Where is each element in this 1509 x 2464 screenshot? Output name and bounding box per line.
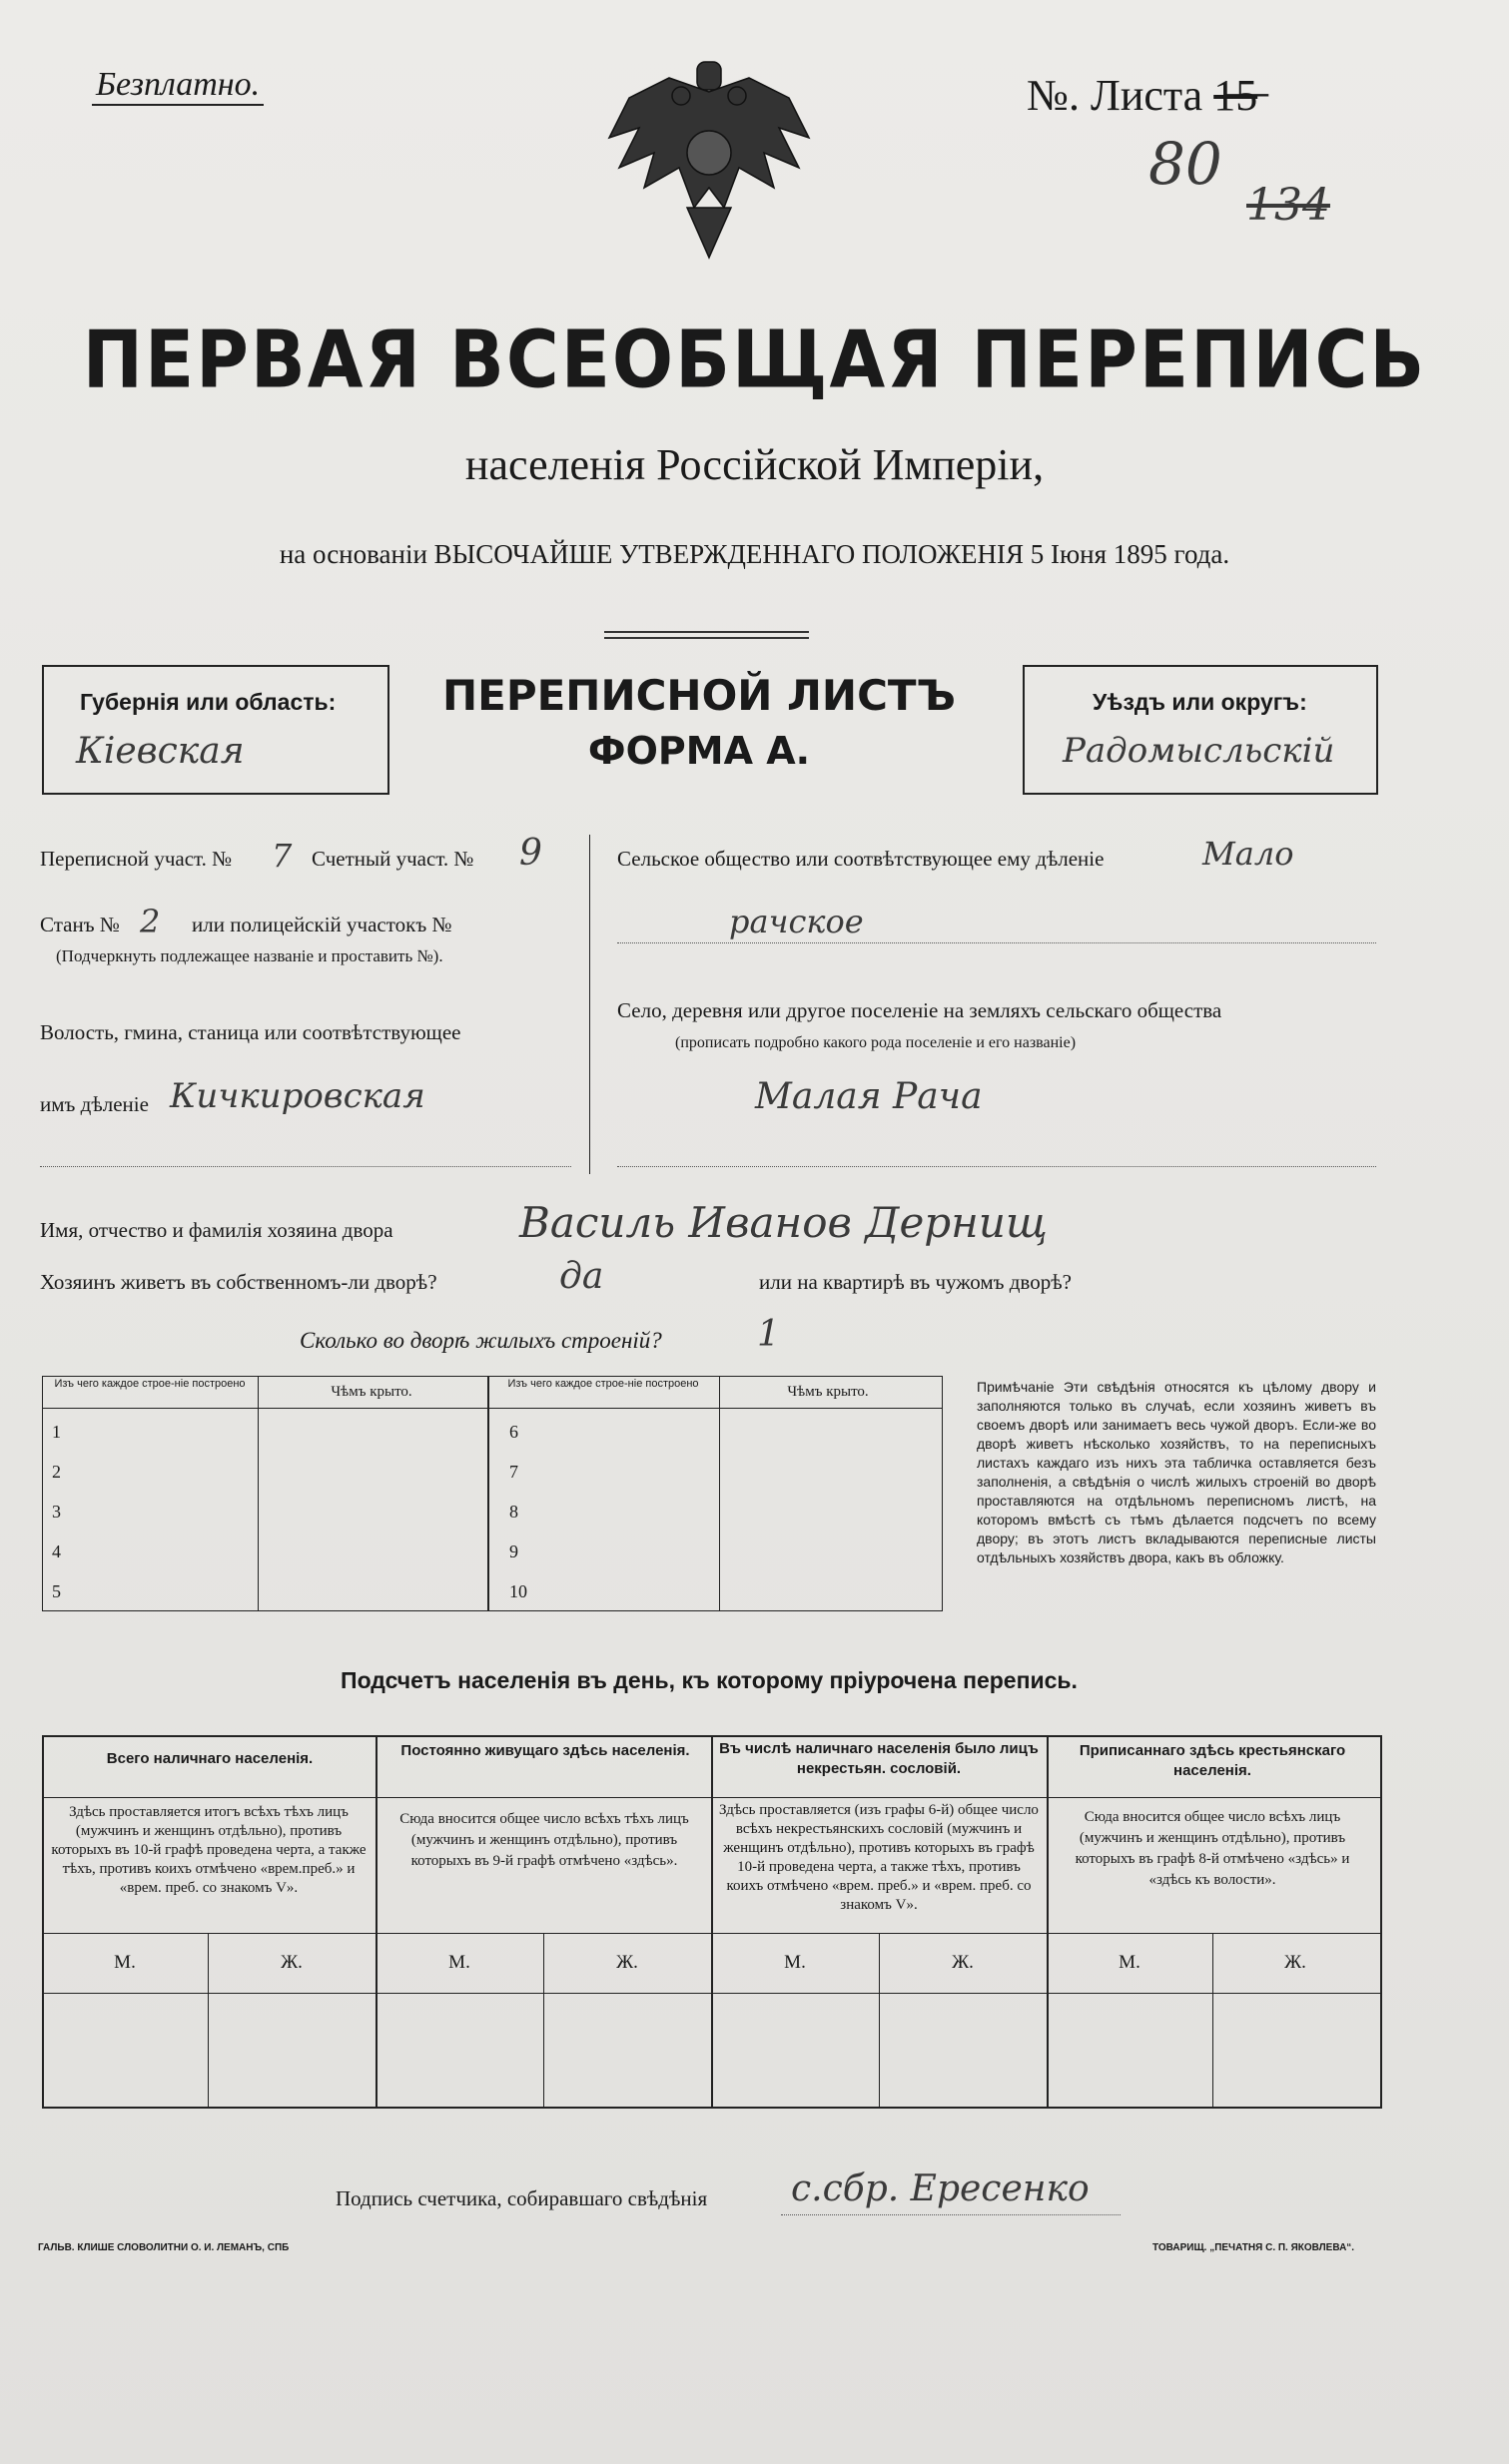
zh-label: Ж. [281,1952,303,1973]
gubernia-label: Губернія или область: [80,689,337,715]
zh-label: Ж. [616,1952,638,1973]
ornament-divider [604,631,809,639]
page-title: ПЕРВАЯ ВСЕОБЩАЯ ПЕРЕПИСЬ [82,312,1427,406]
volost-value[interactable]: Кичкировская [170,1076,425,1116]
count-head-line [42,1797,1380,1798]
table-row-7: 7 [509,1462,518,1482]
count-title: Подсчетъ населенія въ день, къ которому пріурочена перепись. [341,1667,1078,1693]
uezd-box [1023,665,1378,795]
form-type: ФОРМА А. [587,729,811,773]
sheet-number-label [1027,70,1257,121]
table-row-10: 10 [509,1581,527,1601]
count-col-divider [376,1735,377,2107]
sheet-number-old: 1̶5̶ [1213,71,1258,120]
page-subtitle: населенія Россійской Имперіи, [464,440,1045,489]
obshchestvo-label: Сельское общество или соотвѣтствующее ему дѣленіе [617,847,1105,871]
signature-value[interactable]: с.сбр. Ересенко [791,2168,1090,2209]
zh-label: Ж. [952,1952,974,1973]
count-col4-body: Сюда вносится общее число всѣхъ лицъ (мужчинъ и женщинъ отдѣльно), противъ которыхъ въ графѣ 8-й отмѣчено «здѣсь» и «здѣсь къ волости». [1075,1809,1350,1888]
count-col1-head: Всего наличнаго населенія. [106,1750,314,1767]
printer-right: ТОВАРИЩ. „ПЕЧАТНЯ С. П. ЯКОВЛЕВА“. [1152,2242,1355,2253]
count-col-divider [1047,1735,1049,2107]
perepis-uch-label: Переписной участ. № [40,847,233,871]
count-mf-line [42,1933,1380,1934]
basis-line: на основаніи ВЫСОЧАЙШЕ УТВЕРЖДЕННАГО ПОЛОЖЕНІЯ 5 Іюня 1895 года. [279,539,1230,569]
buildings-table [42,1376,943,1611]
form-title: ПЕРЕПИСНОЙ ЛИСТЪ [441,671,957,720]
signature-label: Подпись счетчика, собиравшаго свѣдѣнія [336,2186,708,2210]
table-row-1: 1 [52,1422,61,1442]
coat-of-arms-emblem [599,58,819,268]
volost-label: Волость, гмина, станица или соотвѣтствующее [40,1020,461,1044]
table-row-2: 2 [52,1462,61,1482]
buildings-label: Сколько во дворѣ жилыхъ строеній? [300,1328,662,1353]
m-label: М. [114,1952,136,1973]
table-header-line [42,1408,943,1409]
m-label: М. [1119,1952,1140,1973]
owner-name-label: Имя, отчество и фамилія хозяина двора [40,1218,393,1242]
schet-uch-label: Счетный участ. № [312,847,474,871]
uezd-label: Уѣздъ или округъ: [1093,689,1307,715]
perepis-uch-value[interactable]: 7 [272,837,293,875]
table-row-9: 9 [509,1541,518,1561]
selo-label: Село, деревня или другое поселеніе на земляхъ сельскаго общества [617,998,1222,1022]
volost-label-2: имъ дѣленіе [40,1092,149,1116]
sheet-number-handwritten: 80 [1148,130,1222,198]
table-row-3: 3 [52,1502,61,1522]
table-col-divider [258,1376,259,1611]
count-col4-head: Приписаннаго здѣсь крестьянскаго населенія. [1079,1742,1346,1779]
table-col-material-2: Изъ чего каждое строе-ніе построено [507,1378,699,1390]
table-row-4: 4 [52,1541,61,1561]
count-col1-body: Здѣсь проставляется итогъ всѣхъ тѣхъ лицъ (мужчинъ и женщинъ отдѣльно), противъ которыхъ въ 10-й графѣ проведена черта, а также тѣхъ, противъ коихъ отмѣчено «врем.преб.» и «врем. преб. со знакомъ V». [51,1804,367,1896]
table-mid-divider [487,1376,489,1611]
count-col2-head: Постоянно живущаго здѣсь населенія. [400,1742,690,1759]
stan-value[interactable]: 2 [140,903,161,940]
m-label: М. [448,1952,470,1973]
owner-name-value[interactable]: Василь Иванов Дернищ [519,1198,1048,1247]
count-col3-body: Здѣсь проставляется (изъ графы 6-й) общее число всѣхъ некрестьянскихъ сословій (мужчинъ и женщинъ отдѣльно), противъ которыхъ въ графѣ 10-й проведена черта, а также тѣхъ, противъ коихъ отмѣчено «врем. преб.» и «врем. преб. со знакомъ V». [719,1802,1039,1913]
gubernia-value[interactable]: Кіевская [76,731,245,772]
obshchestvo-line [617,942,1376,943]
selo-value[interactable]: Малая Рача [755,1076,983,1117]
volost-line [40,1166,571,1167]
sheet-number-handwritten-2: 134 [1246,180,1330,231]
obshchestvo-value-2[interactable]: рачское [729,903,864,940]
zh-label: Ж. [1284,1952,1306,1973]
table-col-material: Изъ чего каждое строе-ніе построено [54,1378,246,1390]
police-note: (Подчеркнуть подлежащее названіе и проставить №). [56,946,443,965]
gubernia-box [42,665,389,795]
free-label: Безплатно. [92,66,264,106]
count-col3-head: Въ числѣ наличнаго населенія было лицъ некрестьян. сословій. [719,1740,1039,1777]
table-row-8: 8 [509,1502,518,1522]
table-row-5: 5 [52,1581,61,1601]
schet-uch-value[interactable]: 9 [519,833,542,874]
fields-divider [589,835,590,1174]
printer-left: ГАЛЬВ. КЛИШЕ СЛОВОЛИТНИ О. И. ЛЕМАНЪ, СПБ [38,2242,290,2253]
uezd-value[interactable]: Радомысльскій [1063,731,1335,771]
table-note: Примѣчаніе Эти свѣдѣнія относятся къ цѣлому двору и заполняются только въ случаѣ, если хозяинъ живетъ въ своемъ дворѣ или занимаетъ весь чужой дворъ. Если-же во дворѣ живетъ нѣсколько хозяйствъ, то на переписныхъ листахъ каждаго изъ нихъ эта табличка оставляется безъ заполненія, а свѣдѣнія о числѣ жилыхъ строеній во дворѣ проставляются на отдѣльномъ переписномъ листѣ, на которомъ вмѣстѣ съ тѣмъ дѣлается подсчетъ по всему двору; въ этотъ листъ вкладываются переписные листы отдѣльныхъ хозяйствъ двора, какъ въ обложку. [977,1379,1376,1565]
table-col-divider [719,1376,720,1611]
obshchestvo-value[interactable]: Мало [1202,835,1294,873]
m-label: М. [784,1952,806,1973]
table-col-roof-2: Чѣмъ крыто. [787,1384,869,1400]
signature-line [781,2214,1121,2215]
selo-line [617,1166,1376,1167]
buildings-value[interactable]: 1 [757,1314,780,1355]
stan-label: Станъ № [40,913,120,936]
count-col-divider [711,1735,713,2107]
selo-note: (прописать подробно какого рода поселеніе и его названіе) [675,1034,1077,1051]
own-yard-value[interactable]: да [559,1256,604,1297]
table-row-6: 6 [509,1422,518,1442]
other-yard-label: или на квартирѣ въ чужомъ дворѣ? [759,1270,1072,1294]
table-col-roof: Чѣмъ крыто. [331,1384,412,1400]
own-yard-label: Хозяинъ живетъ въ собственномъ-ли дворѣ? [40,1270,437,1294]
sheet-number-text: №. Листа [1027,71,1203,120]
police-label: или полицейскій участокъ № [192,913,452,936]
count-mf-line-2 [42,1993,1380,1994]
count-col2-body: Сюда вносится общее число всѣхъ тѣхъ лицъ (мужчинъ и женщинъ отдѣльно), противъ которыхъ въ 9-й графѣ отмѣчено «здѣсь». [399,1811,689,1869]
